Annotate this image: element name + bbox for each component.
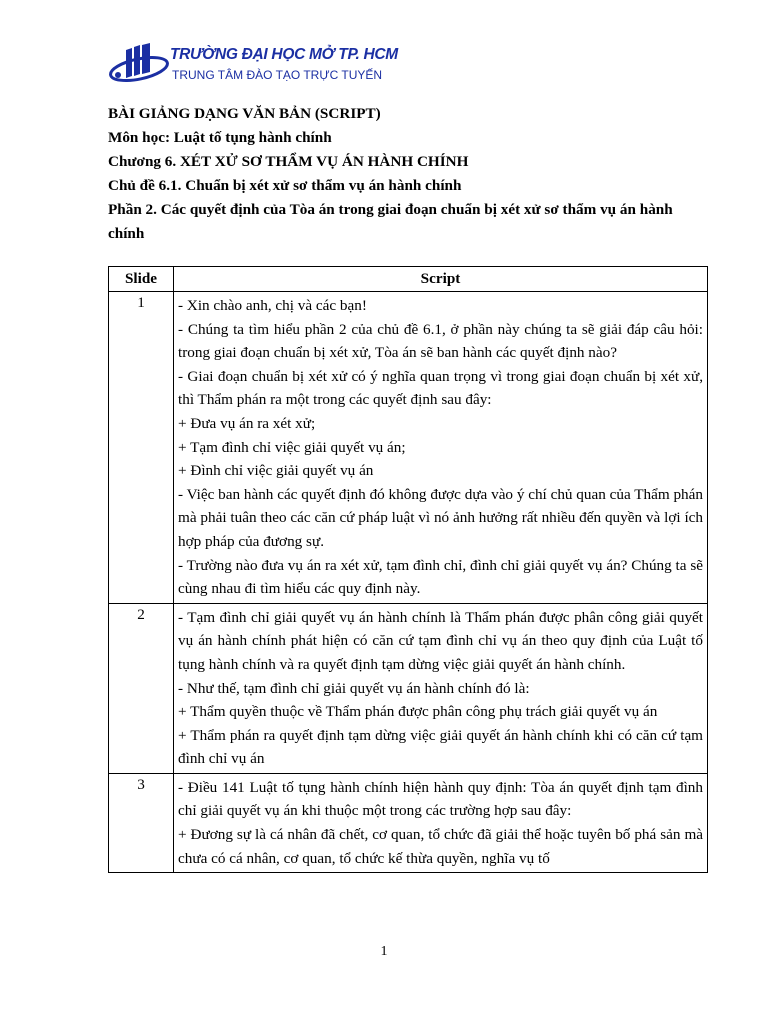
script-line: + Đình chỉ việc giải quyết vụ án <box>178 462 374 480</box>
document-headings <box>108 102 708 246</box>
script-cell <box>174 773 708 872</box>
logo-subtitle: TRUNG TÂM ĐÀO TẠO TRỰC TUYẾN <box>172 68 383 82</box>
table-row <box>109 603 708 773</box>
script-line: - Tạm đình chỉ giải quyết vụ án hành chính là Thẩm phán được phân công giải quyết vụ án hành chính phát hiện có căn cứ tạm đình chỉ vụ án theo quy định của Luật tố tụng hành chính và ra quyết định tạm dừng việc giải quyết án hành chính. <box>178 608 703 673</box>
university-logo <box>108 42 398 90</box>
slide-column-header: Slide <box>109 267 174 292</box>
doc-type-heading: BÀI GIẢNG DẠNG VĂN BẢN (SCRIPT) <box>108 105 381 122</box>
script-line: - Xin chào anh, chị và các bạn! <box>178 297 367 314</box>
script-column-header: Script <box>174 267 708 292</box>
script-line: + Đưa vụ án ra xét xử; <box>178 414 316 432</box>
script-line: + Thẩm quyền thuộc về Thẩm phán được phân công phụ trách giải quyết vụ án <box>178 703 658 721</box>
script-line: + Tạm đình chỉ việc giải quyết vụ án; <box>178 438 406 456</box>
logo-title: TRƯỜNG ĐẠI HỌC MỞ TP. HCM <box>170 46 398 63</box>
slide-number: 3 <box>109 773 174 872</box>
part-heading: Phần 2. Các quyết định của Tòa án trong giai đoạn chuẩn bị xét xử sơ thẩm vụ án hành chính <box>108 201 673 242</box>
slide-number: 1 <box>109 292 174 604</box>
topic-heading: Chủ đề 6.1. Chuẩn bị xét xử sơ thẩm vụ án hành chính <box>108 177 462 194</box>
script-line: - Việc ban hành các quyết định đó không được dựa vào ý chí chủ quan của Thẩm phán mà phải tuân theo các căn cứ pháp luật vì nó ảnh hưởng rất nhiều đến quyền và lợi ích hợp pháp của đương sự. <box>178 485 703 550</box>
table-row <box>109 292 708 604</box>
university-logo-icon <box>108 42 170 90</box>
script-cell <box>174 292 708 604</box>
script-cell <box>174 603 708 773</box>
chapter-heading: Chương 6. XÉT XỬ SƠ THẨM VỤ ÁN HÀNH CHÍNH <box>108 153 469 170</box>
page-number: 1 <box>380 944 388 959</box>
table-header-row <box>109 267 708 292</box>
script-line: + Thẩm phán ra quyết định tạm dừng việc giải quyết án hành chính khi có căn cứ tạm đình chỉ vụ án <box>178 726 703 768</box>
script-line: - Giai đoạn chuẩn bị xét xử có ý nghĩa quan trọng vì trong giai đoạn chuẩn bị xét xử, thì Thẩm phán ra một trong các quyết định sau đây: <box>178 367 703 409</box>
slide-number: 2 <box>109 603 174 773</box>
script-line: + Đương sự là cá nhân đã chết, cơ quan, tổ chức đã giải thể hoặc tuyên bố phá sản mà chưa có cá nhân, cơ quan, tổ chức kế thừa quyền, nghĩa vụ tố <box>178 826 703 867</box>
script-table <box>108 266 708 873</box>
subject-heading: Môn học: Luật tố tụng hành chính <box>108 129 332 146</box>
script-line: - Điều 141 Luật tố tụng hành chính hiện hành quy định: Tòa án quyết định tạm đình chỉ giải quyết vụ án khi thuộc một trong các trường hợp sau đây: <box>178 778 703 820</box>
script-line: - Như thế, tạm đình chỉ giải quyết vụ án hành chính đó là: <box>178 679 530 697</box>
script-line: - Chúng ta tìm hiểu phần 2 của chủ đề 6.1, ở phần này chúng ta sẽ giải đáp câu hỏi: trong giai đoạn chuẩn bị xét xử, Tòa án sẽ ban hành các quyết định nào? <box>178 320 703 362</box>
script-line: - Trường nào đưa vụ án ra xét xử, tạm đình chỉ, đình chỉ giải quyết vụ án? Chúng ta sẽ cùng nhau đi tìm hiểu các quy định này. <box>178 556 703 598</box>
table-row <box>109 773 708 872</box>
